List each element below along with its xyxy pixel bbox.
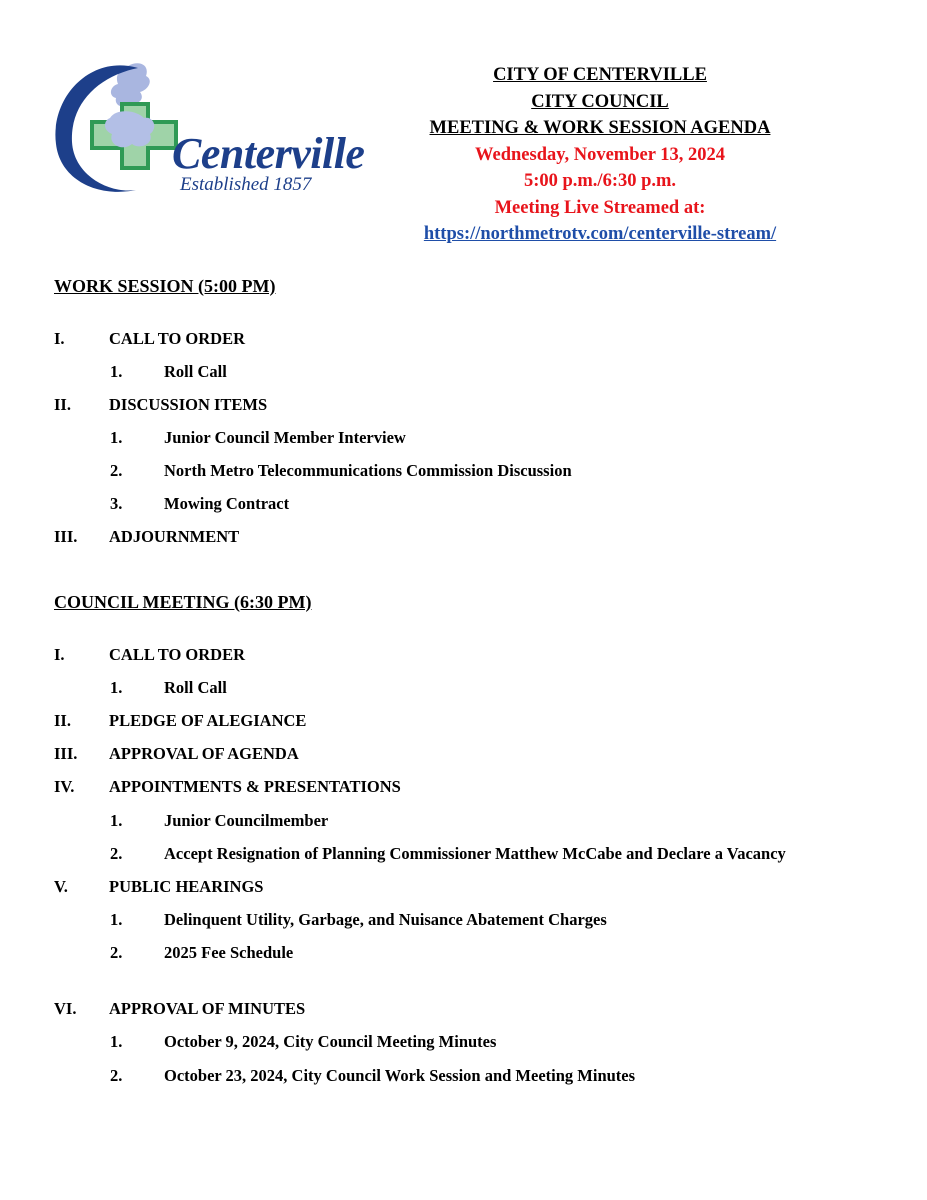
ws-subitem-text: Junior Council Member Interview	[164, 428, 406, 447]
work-session-title: WORK SESSION (5:00 PM)	[54, 276, 276, 296]
cm-subitem-text: Roll Call	[164, 678, 227, 697]
logo-established: Established 1857	[180, 174, 312, 195]
cm-item-text: APPOINTMENTS & PRESENTATIONS	[109, 777, 401, 796]
cm-subitem-text: Accept Resignation of Planning Commissioner Matthew McCabe and Declare a Vacancy	[164, 844, 786, 863]
cm-item-text: CALL TO ORDER	[109, 645, 246, 664]
cm-subitem-num: 2.	[110, 943, 123, 962]
ws-subitem-num: 1.	[110, 428, 123, 447]
agenda-header	[380, 62, 820, 248]
cm-item-num: V.	[54, 877, 68, 896]
ws-subitem-text: Roll Call	[164, 362, 227, 381]
ws-subitem-text: North Metro Telecommunications Commission Discussion	[164, 461, 572, 480]
ws-item-num: II.	[54, 395, 71, 414]
city-name: CITY OF CENTERVILLE	[493, 65, 707, 85]
ws-item-text: ADJOURNMENT	[109, 527, 240, 546]
cm-item-text: PUBLIC HEARINGS	[109, 877, 264, 896]
agenda-title: MEETING & WORK SESSION AGENDA	[429, 118, 771, 138]
ws-subitem-text: Mowing Contract	[164, 494, 290, 513]
stream-label: Meeting Live Streamed at:	[494, 197, 706, 218]
meeting-time: 5:00 p.m./6:30 p.m.	[523, 171, 677, 191]
ws-subitem-num: 3.	[110, 494, 123, 513]
meeting-date: Wednesday, November 13, 2024	[475, 144, 725, 165]
ws-item-num: I.	[54, 329, 65, 348]
cm-item-text: APPROVAL OF MINUTES	[109, 999, 306, 1018]
cm-subitem-text: October 9, 2024, City Council Meeting Minutes	[164, 1032, 497, 1051]
cm-item-text: APPROVAL OF AGENDA	[109, 744, 299, 763]
cm-item-num: II.	[54, 711, 71, 730]
ws-item-text: DISCUSSION ITEMS	[109, 395, 268, 414]
ws-item-text: CALL TO ORDER	[109, 329, 246, 348]
cm-subitem-text: 2025 Fee Schedule	[164, 943, 294, 962]
ws-subitem-num: 2.	[110, 461, 123, 480]
ws-subitem-num: 1.	[110, 362, 123, 381]
council-name: CITY COUNCIL	[531, 91, 669, 112]
cm-subitem-text: October 23, 2024, City Council Work Session and Meeting Minutes	[164, 1066, 636, 1085]
cm-subitem-text: Delinquent Utility, Garbage, and Nuisance Abatement Charges	[164, 910, 607, 929]
ws-item-num: III.	[54, 527, 78, 546]
cm-subitem-num: 2.	[110, 1066, 123, 1085]
cm-item-num: IV.	[54, 777, 75, 796]
cm-subitem-num: 1.	[110, 678, 123, 697]
cm-item-num: I.	[54, 645, 65, 664]
centerville-logo	[50, 58, 365, 203]
cm-subitem-text: Junior Councilmember	[164, 811, 329, 830]
council-meeting-title: COUNCIL MEETING (6:30 PM)	[54, 592, 312, 612]
cm-item-num: III.	[54, 744, 78, 763]
cm-subitem-num: 1.	[110, 1032, 123, 1051]
cm-item-num: VI.	[54, 999, 77, 1018]
logo-wordmark: Centerville	[172, 129, 365, 178]
cm-subitem-num: 1.	[110, 811, 123, 830]
cm-item-text: PLEDGE OF ALEGIANCE	[109, 711, 307, 730]
stream-link[interactable]: https://northmetrotv.com/centerville-stream/	[423, 224, 777, 244]
cm-subitem-num: 2.	[110, 844, 123, 863]
cm-subitem-num: 1.	[110, 910, 123, 929]
